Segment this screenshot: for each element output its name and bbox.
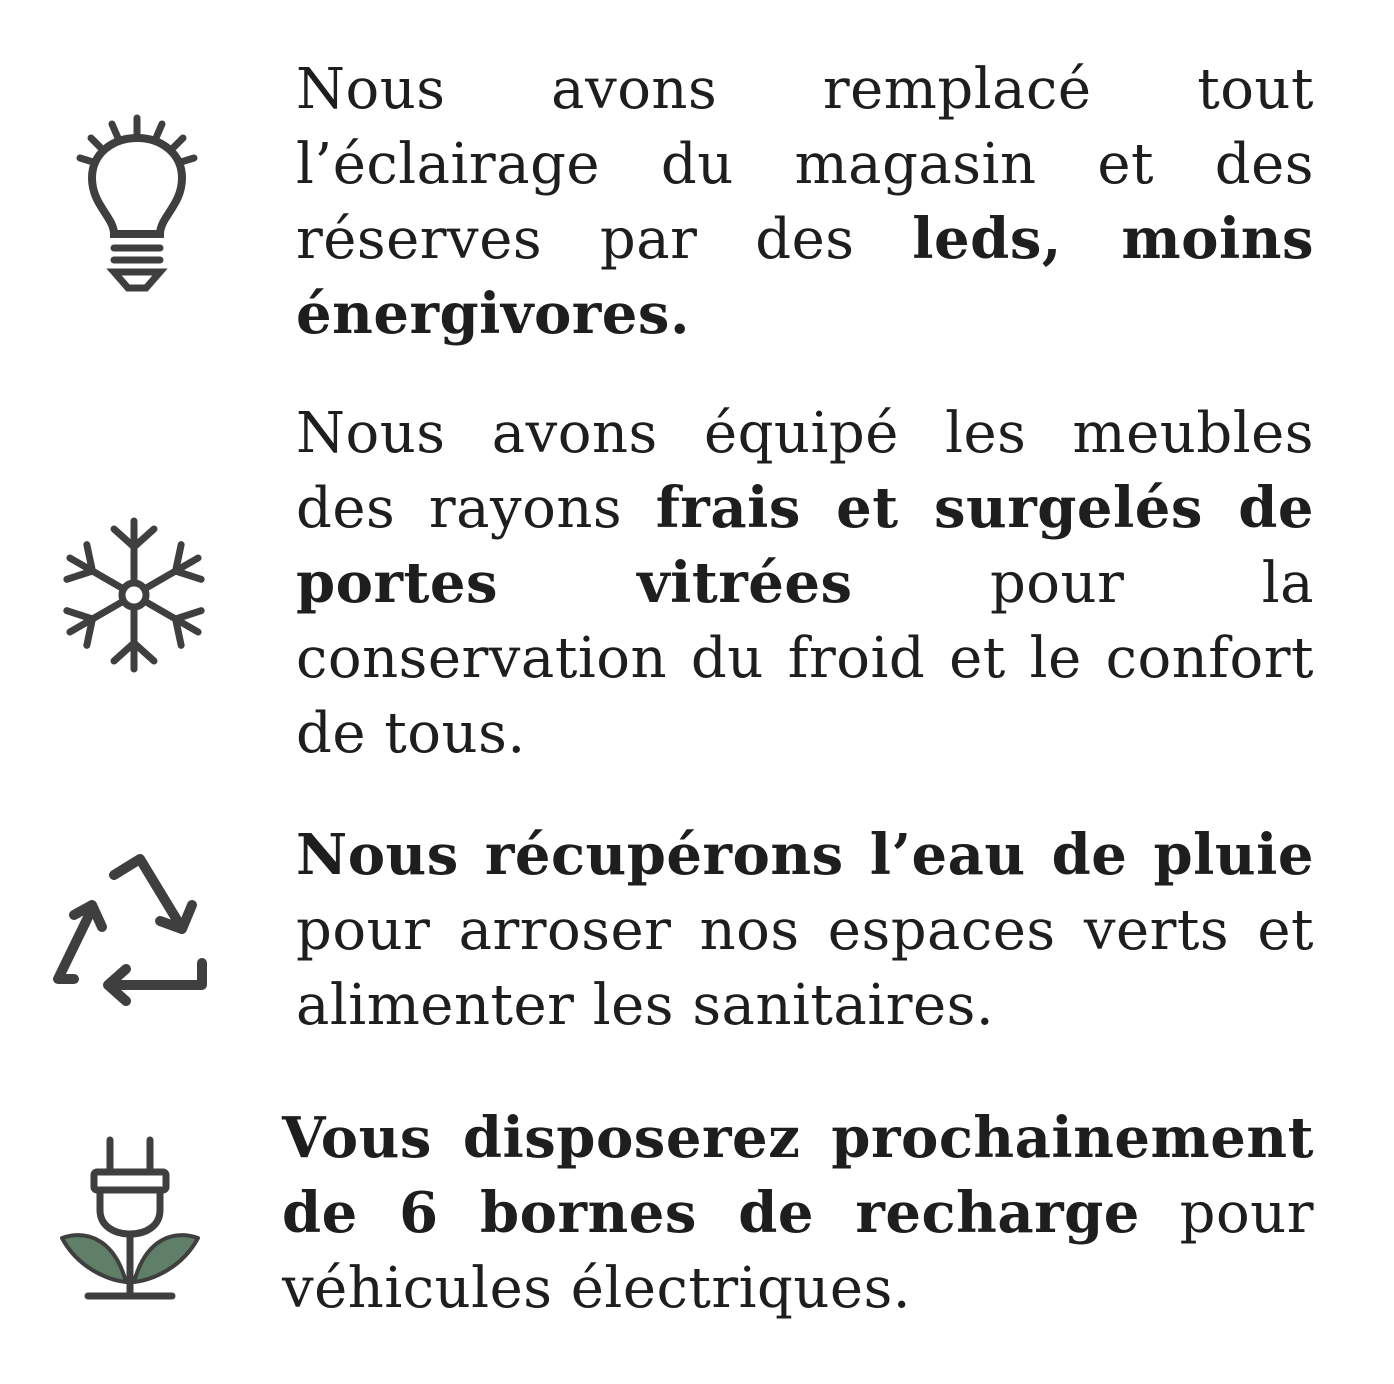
text-segment-bold: Vous disposerez prochainement de 6 bornes de recharge bbox=[282, 1105, 1314, 1246]
text-segment-bold: leds, moins énergivores. bbox=[296, 206, 1314, 347]
snowflake-icon bbox=[54, 515, 214, 675]
item-text bbox=[296, 818, 1333, 1043]
item-text bbox=[296, 396, 1333, 771]
plug-plant-icon bbox=[58, 1134, 204, 1300]
text-segment-bold: Nous récupérons l’eau de pluie bbox=[296, 822, 1314, 888]
text-segment: pour véhicules électriques. bbox=[282, 1181, 1333, 1321]
text-segment-bold: frais et surgelés de portes vitrées bbox=[296, 475, 1314, 616]
light-bulb-icon bbox=[74, 112, 200, 297]
text-segment: Nous avons équipé les meubles des rayons bbox=[296, 401, 1333, 541]
item-text bbox=[282, 1101, 1333, 1326]
recycle-icon bbox=[52, 853, 214, 1013]
text-segment: pour la conservation du froid et le confort de tous. bbox=[296, 551, 1333, 766]
text-segment: pour arroser nos espaces verts et alimenter les sanitaires. bbox=[296, 823, 1333, 1038]
text-segment: Nous avons remplacé tout l’éclairage du magasin et des réserves par des bbox=[296, 57, 1333, 272]
item-text bbox=[296, 52, 1333, 352]
